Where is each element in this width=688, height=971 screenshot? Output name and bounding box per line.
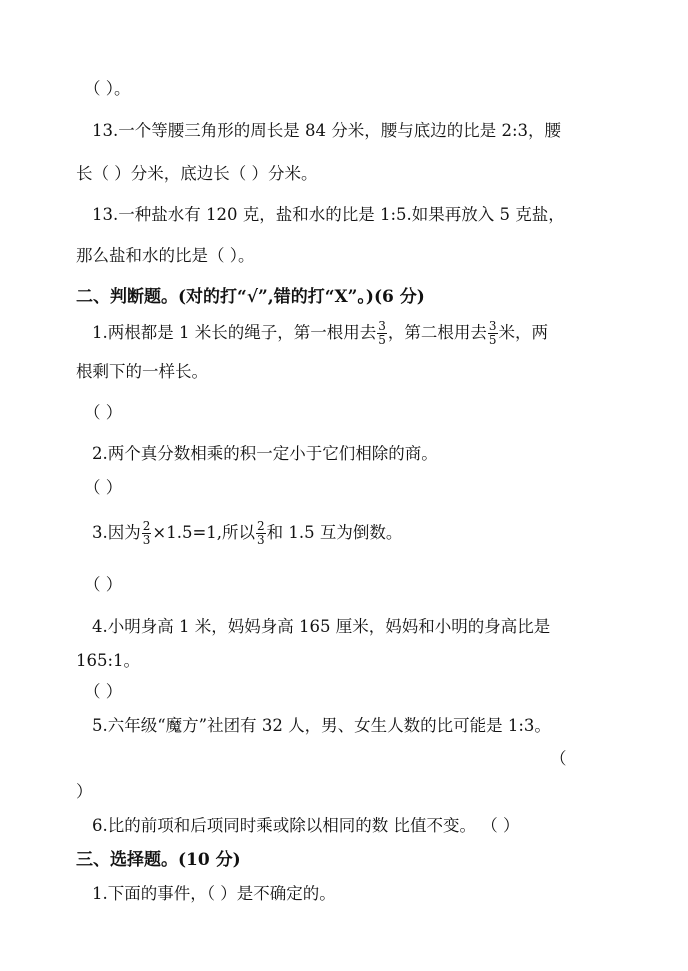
- judge-1-answer-paren[interactable]: （ ）: [84, 403, 123, 422]
- judge-5: 5.六年级“魔方”社团有 32 人，男、女生人数的比可能是 1:3。: [92, 716, 551, 735]
- judge-1-text-c: 米，两: [498, 323, 549, 342]
- judge-3-text-b: ×1.5=1,所以: [152, 523, 256, 542]
- question-13-saltwater: 13.一种盐水有 120 克，盐和水的比是 1:5.如果再放入 5 克盐，: [92, 205, 565, 224]
- question-13-saltwater-cont: 那么盐和水的比是（ ）。: [76, 246, 255, 265]
- fraction-three-fifths-2: $\frac{3}{5}$: [488, 319, 497, 347]
- judge-5-answer-paren-close[interactable]: ）: [76, 782, 93, 801]
- judge-2: 2.两个真分数相乘的积一定小于它们相除的商。: [92, 444, 438, 463]
- question-13-triangle: 13.一个等腰三角形的周长是 84 分米，腰与底边的比是 2:3，腰: [92, 121, 562, 140]
- judge-1-text-b: ，第二根用去: [387, 323, 487, 342]
- judge-1-cont: 根剩下的一样长。: [76, 362, 208, 381]
- judge-1: [92, 320, 548, 347]
- judge-5-answer-paren-open[interactable]: （: [550, 749, 567, 768]
- fraction-three-fifths: $\frac{3}{5}$: [378, 319, 386, 347]
- fraction-two-thirds: $\frac{2}{3}$: [142, 519, 151, 547]
- question-13-triangle-cont: 长（ ）分米，底边长（ ）分米。: [76, 164, 318, 183]
- judge-4-answer-paren[interactable]: （ ）: [84, 682, 123, 701]
- judge-3: [92, 520, 402, 547]
- judge-4: 4.小明身高 1 米，妈妈身高 165 厘米，妈妈和小明的身高比是: [92, 617, 551, 636]
- section-2-heading: 二、判断题。(对的打“√”,错的打“X”。)(6 分): [76, 287, 425, 307]
- fraction-two-thirds-2: $\frac{2}{3}$: [257, 519, 265, 547]
- judge-6: 6.比的前项和后项同时乘或除以相同的数 比值不变。 （ ）: [92, 816, 520, 835]
- judge-4-cont: 165:1。: [76, 651, 141, 670]
- judge-3-text-c: 和 1.5 互为倒数。: [266, 523, 403, 542]
- judge-2-answer-paren[interactable]: （ ）: [84, 478, 123, 497]
- choice-1: 1.下面的事件，（ ）是不确定的。: [92, 884, 336, 903]
- judge-1-text-a: 1.两根都是 1 米长的绳子，第一根用去: [92, 323, 377, 342]
- judge-3-text-a: 3.因为: [92, 523, 141, 542]
- answer-blank-line: （ ）。: [84, 79, 131, 98]
- judge-3-answer-paren[interactable]: （ ）: [84, 575, 123, 594]
- section-3-heading: 三、选择题。(10 分): [76, 850, 241, 870]
